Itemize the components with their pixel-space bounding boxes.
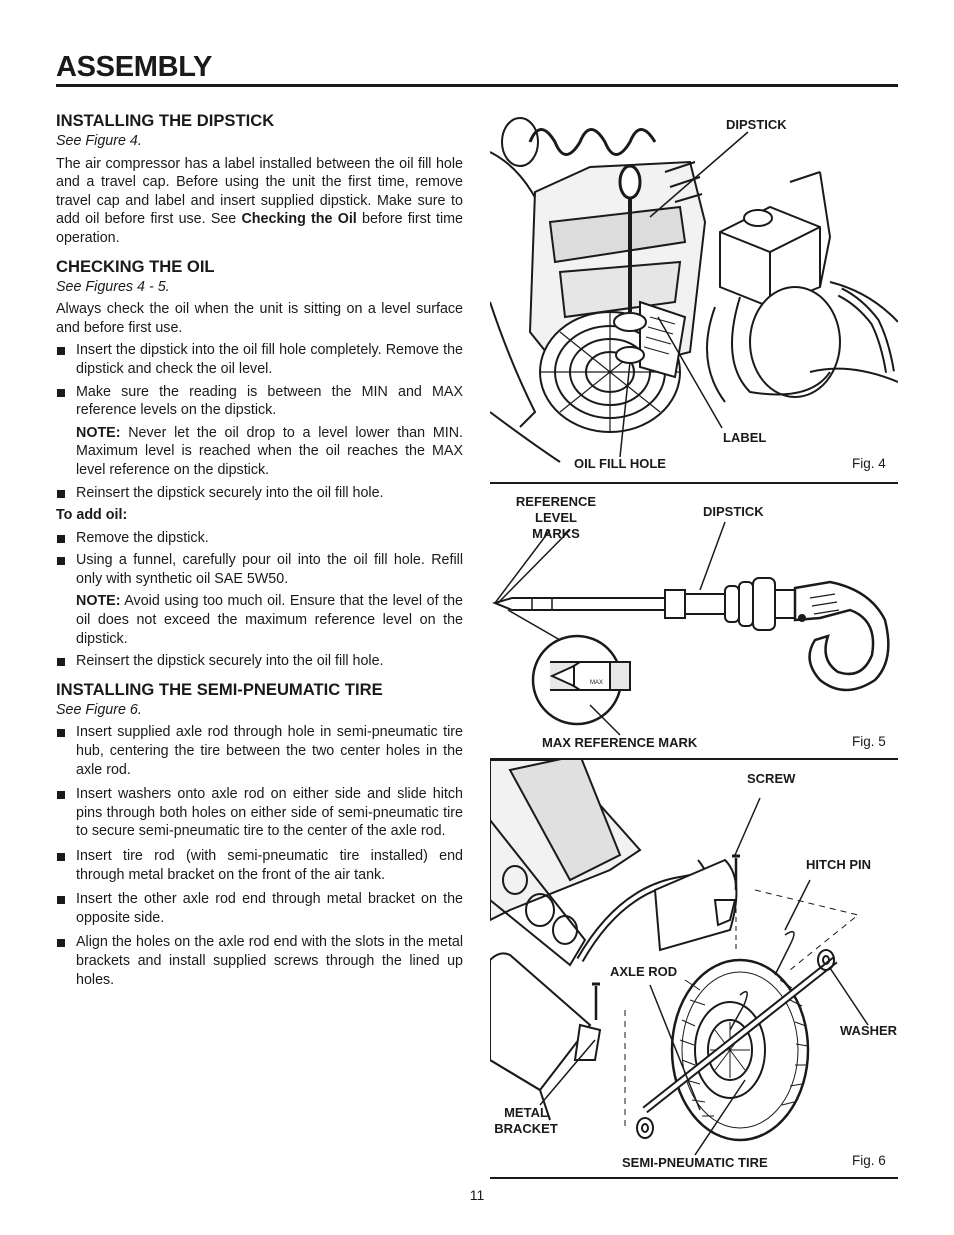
oil-section: [56, 257, 463, 671]
tire-heading: INSTALLING THE SEMI-PNEUMATIC TIRE: [56, 679, 383, 699]
oil-intro: Always check the oil when the unit is sitting on a level surface and before first use.: [56, 301, 463, 336]
note-text: Never let the oil drop to a level lower than MIN. Maximum level is reached when the oil reaches the MAX level reference on the dipstick.: [76, 424, 463, 478]
fig5-label-dipstick: DIPSTICK: [703, 504, 764, 519]
bullet-square-icon: [57, 389, 65, 397]
instructions-column: [56, 111, 463, 996]
fig4-number: Fig. 4: [852, 456, 886, 471]
list-item-text: Insert washers onto axle rod on either side and slide hitch pins through both holes on either side of semi-pneumatic tire to secure semi-pneumatic tire to the center of the axle rod.: [76, 786, 463, 840]
note-label: NOTE:: [76, 593, 121, 610]
header-rule: [56, 84, 898, 87]
dipstick-body-text-end: before first time operation.: [56, 211, 463, 246]
note-label: NOTE:: [76, 424, 121, 441]
fig6-label-axle-rod: AXLE ROD: [610, 964, 678, 979]
bullet-square-icon: [57, 896, 65, 904]
list-item: [56, 341, 463, 378]
list-item: [56, 723, 463, 779]
list-item-text: Using a funnel, carefully pour oil into the oil fill hole. Refill only with synthetic oil SAE 5W50.: [76, 552, 463, 587]
dipstick-heading: INSTALLING THE DIPSTICK: [56, 111, 275, 130]
dipstick-see-figure: See Figure 4.: [56, 133, 142, 149]
bullet-square-icon: [57, 939, 65, 947]
bullet-square-icon: [57, 490, 65, 498]
fig6-number: Fig. 6: [852, 1153, 886, 1168]
fig5-number: Fig. 5: [852, 734, 886, 749]
list-item-text: Insert the dipstick into the oil fill hole completely. Remove the dipstick and check the oil level.: [76, 342, 463, 377]
list-item-text: Reinsert the dipstick securely into the oil fill hole.: [76, 484, 384, 501]
fig5-label-reference-level-marks: REFERENCE LEVEL MARKS: [515, 494, 597, 541]
list-item: [56, 529, 463, 548]
fig6-label-semi-pneumatic-tire: SEMI-PNEUMATIC TIRE: [622, 1155, 768, 1170]
note: [56, 592, 463, 648]
list-item: [56, 484, 463, 503]
fig6-label-washer: WASHER: [840, 1023, 898, 1038]
bullet-square-icon: [57, 658, 65, 666]
list-item-text: Insert supplied axle rod through hole in semi-pneumatic tire hub, centering the tire between the two center holes in the axle rod.: [76, 724, 463, 778]
add-oil-heading: To add oil:: [56, 507, 128, 524]
fig6-label-hitch-pin: HITCH PIN: [806, 857, 871, 872]
tire-section: [56, 680, 463, 989]
list-item-text: Align the holes on the axle rod end with the slots in the metal brackets and install supplied screws through the lined up holes.: [76, 934, 463, 988]
fig4-bottom-rule: [490, 482, 898, 484]
list-item: [56, 890, 463, 927]
note-text: Avoid using too much oil. Ensure that the level of the oil does not exceed the maximum reference level on the dipstick.: [76, 593, 463, 647]
list-item-text: Insert tire rod (with semi-pneumatic tire installed) end through metal bracket on the front of the air tank.: [76, 848, 463, 883]
page-title: ASSEMBLY: [56, 51, 213, 83]
fig5-label-max-reference-mark: MAX REFERENCE MARK: [542, 735, 698, 750]
list-item-text: Remove the dipstick.: [76, 529, 209, 546]
list-item: [56, 847, 463, 884]
fig6-label-screw: SCREW: [747, 771, 796, 786]
list-item: [56, 551, 463, 588]
bullet-square-icon: [57, 791, 65, 799]
list-item-text: Make sure the reading is between the MIN and MAX reference levels on the dipstick.: [76, 383, 463, 419]
max-mark-text: MAX: [590, 680, 604, 686]
fig4-label-oil-fill-hole: OIL FILL HOLE: [574, 456, 666, 471]
tire-see-figure: See Figure 6.: [56, 701, 142, 718]
figure-6: [490, 760, 898, 1180]
list-item: [56, 933, 463, 989]
bullet-square-icon: [57, 729, 65, 737]
figure-4: [490, 112, 898, 484]
list-item-text: Insert the other axle rod end through metal bracket on the opposite side.: [76, 891, 463, 926]
oil-see-figure: See Figures 4 - 5.: [56, 278, 170, 295]
fig4-label-label: LABEL: [723, 430, 767, 445]
compressor-pump-illustration: [490, 112, 898, 484]
figure-5: [490, 490, 898, 756]
dipstick-body-text: The air compressor has a label installed between the oil fill hole and a travel cap. Before using the unit the first time, remove travel cap and label and insert supplied dipstick. Make sure to add oil before first use. See: [56, 155, 463, 228]
dipstick-body-bold: Checking the Oil: [241, 211, 357, 228]
dipstick-section: [56, 111, 463, 248]
fig6-label-metal-bracket: METAL BRACKET: [494, 1105, 558, 1136]
bullet-square-icon: [57, 347, 65, 355]
list-item-text: Reinsert the dipstick securely into the oil fill hole.: [76, 653, 384, 670]
note: [56, 424, 463, 480]
bullet-square-icon: [57, 853, 65, 861]
bullet-square-icon: [57, 535, 65, 543]
dipstick-body: [56, 155, 463, 248]
list-item: [56, 652, 463, 671]
fig6-bottom-rule: [490, 1177, 898, 1179]
oil-heading: CHECKING THE OIL: [56, 256, 215, 276]
list-item: [56, 785, 463, 841]
list-item: [56, 383, 463, 420]
bullet-square-icon: [57, 557, 65, 565]
fig4-label-dipstick: DIPSTICK: [726, 117, 787, 132]
page-number: 11: [469, 1187, 485, 1203]
